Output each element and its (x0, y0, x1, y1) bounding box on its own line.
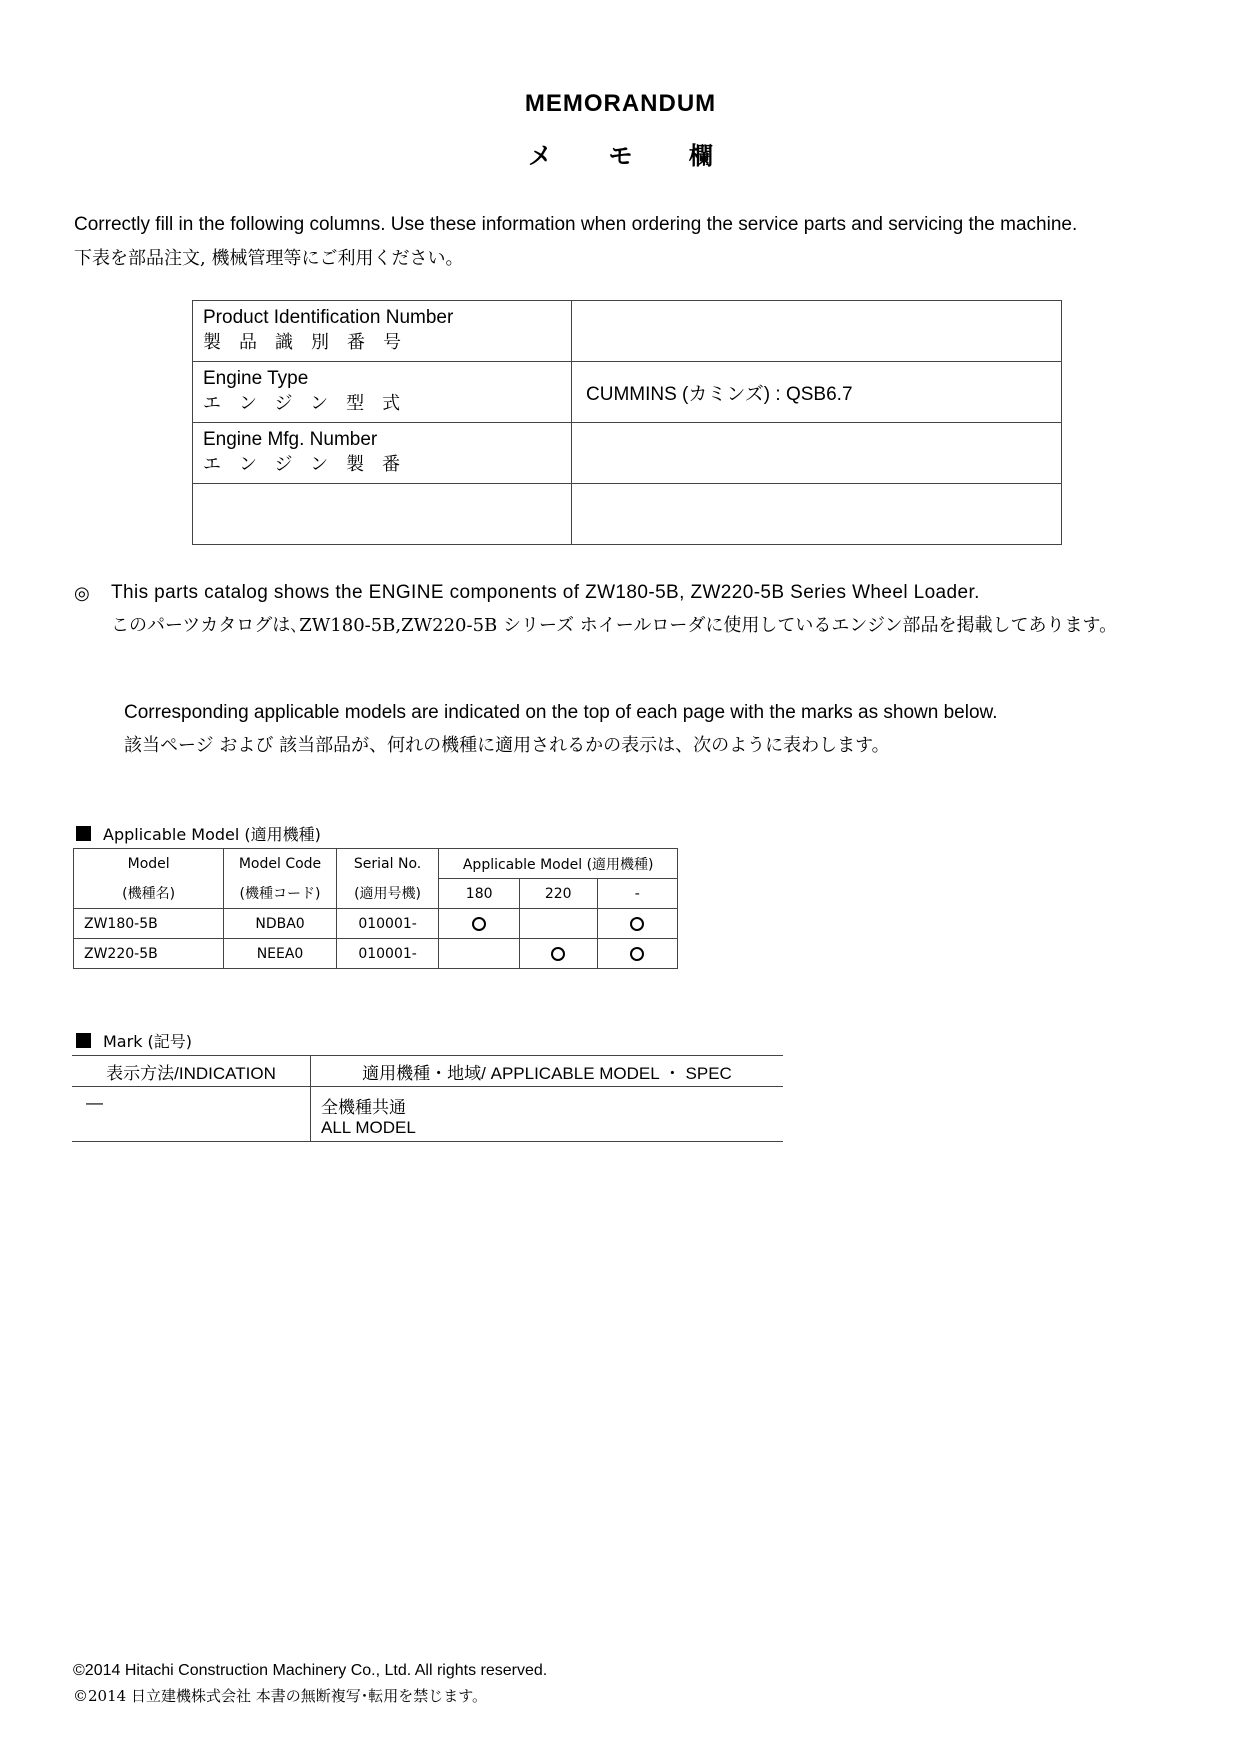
table-row (193, 484, 1062, 545)
page-title-jp: メ モ 欄 (528, 142, 713, 170)
catalog-note-jp: このパーツカタログは､ZW180-5B,ZW220-5B シリーズ ホイールローダに使用しているエンジン部品を掲載してあります。 (111, 615, 1118, 636)
applicable-model-heading: Applicable Model (適用機種) (76, 822, 321, 845)
mark-cell (519, 939, 597, 969)
mark-cell (597, 909, 678, 939)
table-row (72, 1087, 783, 1142)
row-label: Product Identification Number (203, 307, 454, 328)
col-model-header: Model (74, 849, 224, 879)
applicable-model-table (73, 848, 678, 969)
product-identification-number-field[interactable] (572, 301, 1062, 362)
serial-cell: 010001- (336, 939, 439, 969)
square-bullet-icon (76, 826, 91, 841)
mark-heading: Mark (記号) (76, 1029, 192, 1052)
engine-type-value: CUMMINS (カミンズ) : QSB6.7 (572, 362, 1062, 423)
table-header-row (72, 1056, 783, 1087)
corresponding-note: Corresponding applicable models are indicated on the top of each page with the marks as shown below. (124, 702, 998, 723)
model-code-cell: NEEA0 (224, 939, 336, 969)
col-applicable-header: Applicable Model (適用機種) (439, 849, 678, 879)
square-bullet-icon (76, 1033, 91, 1048)
row-label-jp: エンジン製番 (203, 454, 419, 475)
sub-col-header: 180 (439, 879, 520, 909)
table-row (193, 362, 1062, 423)
double-circle-icon: ◎ (74, 583, 90, 603)
col-serial-header-jp: (適用号機) (336, 879, 439, 909)
model-code-cell: NDBA0 (224, 909, 336, 939)
table-row (74, 909, 678, 939)
table-row (74, 939, 678, 969)
indication-cell: — (72, 1087, 311, 1142)
mark-cell (519, 909, 597, 939)
circle-mark-icon (630, 917, 644, 931)
col-code-header-jp: (機種コード) (224, 879, 336, 909)
circle-mark-icon (551, 947, 565, 961)
row-label-jp: 製品識別番号 (203, 332, 419, 353)
intro-text-jp: 下表を部品注文, 機械管理等にご利用ください。 (74, 248, 464, 269)
intro-text: Correctly fill in the following columns. Use these information when ordering the service parts and servicing the machine. (74, 214, 1078, 235)
copyright: ©2014 Hitachi Construction Machinery Co., Ltd. All rights reserved. (73, 1662, 548, 1679)
circle-mark-icon (472, 917, 486, 931)
mark-cell (439, 939, 520, 969)
col-model-header-jp: (機種名) (74, 879, 224, 909)
table-header-row (74, 849, 678, 879)
mark-table (72, 1055, 783, 1142)
blank-field[interactable] (572, 484, 1062, 545)
copyright-jp: ©2014 日立建機株式会社 本書の無断複写･転用を禁じます。 (73, 1687, 488, 1705)
row-label: Engine Type (203, 368, 309, 389)
mark-cell (597, 939, 678, 969)
serial-cell: 010001- (336, 909, 439, 939)
model-cell: ZW220-5B (74, 939, 224, 969)
col-indication-header: 表示方法/INDICATION (72, 1056, 311, 1087)
model-cell: ZW180-5B (74, 909, 224, 939)
engine-mfg-number-field[interactable] (572, 423, 1062, 484)
col-code-header: Model Code (224, 849, 336, 879)
page-title: MEMORANDUM (524, 90, 717, 117)
corresponding-note-jp: 該当ページ および 該当部品が、何れの機種に適用されるかの表示は、次のように表わします。 (124, 735, 890, 756)
spec-jp: 全機種共通 (321, 1098, 406, 1118)
identification-table (192, 300, 1062, 545)
col-applicable-spec-header: 適用機種・地域/ APPLICABLE MODEL ・ SPEC (311, 1056, 784, 1087)
mark-cell (439, 909, 520, 939)
table-row (193, 301, 1062, 362)
table-row (193, 423, 1062, 484)
row-label: Engine Mfg. Number (203, 429, 378, 450)
circle-mark-icon (630, 947, 644, 961)
col-serial-header: Serial No. (336, 849, 439, 879)
row-label-jp: エンジン型式 (203, 393, 419, 414)
catalog-note: This parts catalog shows the ENGINE components of ZW180-5B, ZW220-5B Series Wheel Loader. (111, 582, 980, 603)
spec-en: ALL MODEL (321, 1118, 416, 1137)
table-header-row (74, 879, 678, 909)
sub-col-header: 220 (519, 879, 597, 909)
sub-col-header: - (597, 879, 678, 909)
